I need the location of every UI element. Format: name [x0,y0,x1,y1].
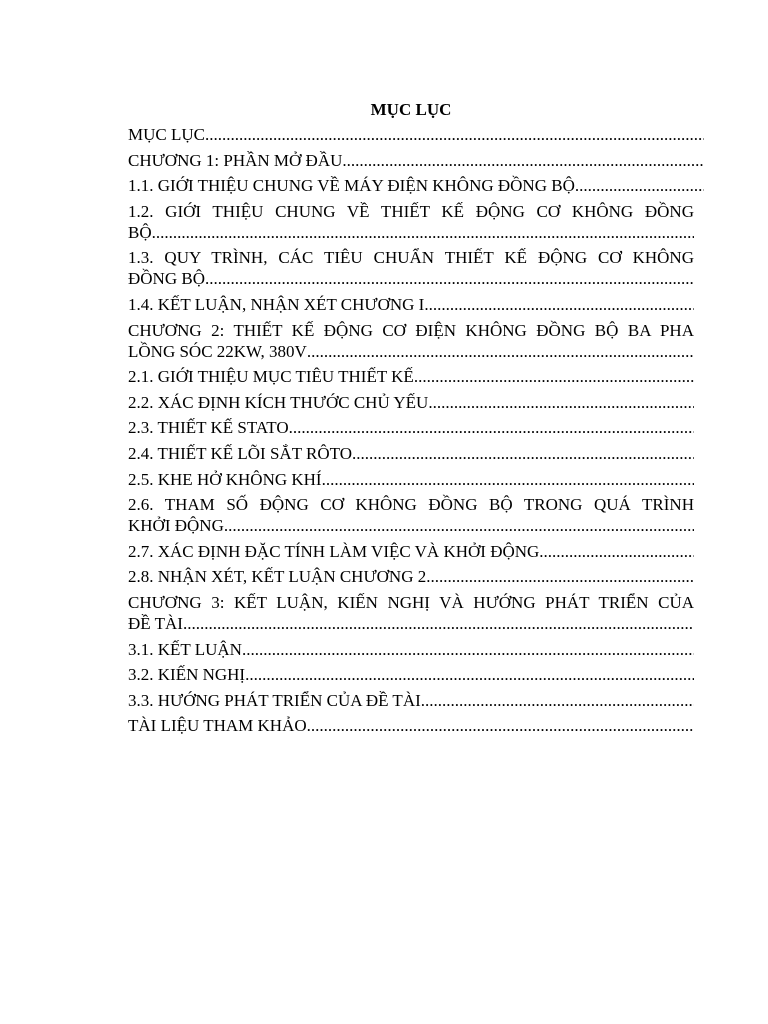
toc-entry-text-line1: 1.3. QUY TRÌNH, CÁC TIÊU CHUẨN THIẾT KẾ ĐỘNG CƠ KHÔNG [128,248,694,268]
toc-entry-row [128,541,694,562]
dot-leader [322,469,694,490]
toc-entry-text-line1: 1.2. GIỚI THIỆU CHUNG VỀ THIẾT KẾ ĐỘNG CƠ KHÔNG ĐỒNG [128,201,694,221]
dot-leader [183,613,694,634]
toc-entry[interactable] [128,247,694,289]
toc-entry-text: ĐỀ TÀI [128,613,183,633]
toc-entry-row [128,268,694,289]
toc-entry-text: 2.7. XÁC ĐỊNH ĐẶC TÍNH LÀM VIỆC VÀ KHỞI ĐỘNG [128,541,540,561]
toc-entry-text: TÀI LIỆU THAM KHẢO [128,716,307,736]
toc-entry-row [128,417,694,438]
toc-entry[interactable] [128,294,694,315]
toc-entry-text: CHƯƠNG 1: PHẦN MỞ ĐẦU [128,150,343,170]
toc-entry-text: 2.5. KHE HỞ KHÔNG KHÍ [128,469,322,489]
toc-entry-row [128,150,704,171]
toc-entry-text: 3.1. KẾT LUẬN [128,639,242,659]
toc-entry-row [128,664,694,685]
dot-leader [205,124,704,145]
toc-entry-text: ĐỒNG BỘ [128,269,205,289]
dot-leader [205,268,694,289]
dot-leader [352,443,694,464]
toc-entry-row [128,566,694,587]
toc-entry[interactable] [128,150,704,171]
toc-entry-text: 2.2. XÁC ĐỊNH KÍCH THƯỚC CHỦ YẾU [128,392,429,412]
toc-entry-text-line1: CHƯƠNG 2: THIẾT KẾ ĐỘNG CƠ ĐIỆN KHÔNG ĐỒNG BỘ BA PHA [128,320,694,340]
dot-leader [414,366,694,387]
toc-entry-text-line1: 2.6. THAM SỐ ĐỘNG CƠ KHÔNG ĐỒNG BỘ TRONG QUÁ TRÌNH [128,495,694,515]
dot-leader [245,664,694,685]
toc-entry[interactable] [128,541,694,562]
toc-entry-row [128,366,694,387]
toc-entry-row [128,294,694,315]
toc-entry-text: 1.1. GIỚI THIỆU CHUNG VỀ MÁY ĐIỆN KHÔNG ĐỒNG BỘ [128,176,575,196]
toc-entry[interactable] [128,592,694,634]
dot-leader [421,690,694,711]
toc-entry[interactable] [128,566,694,587]
dot-leader [428,392,694,413]
toc-entry[interactable] [128,124,704,145]
toc-entry-text: 2.8. NHẬN XÉT, KẾT LUẬN CHƯƠNG 2 [128,567,427,587]
toc-entry-row [128,715,694,736]
toc-entry[interactable] [128,639,694,660]
toc-entry-text-line1: CHƯƠNG 3: KẾT LUẬN, KIẾN NGHỊ VÀ HƯỚNG PHÁT TRIỂN CỦA [128,592,694,612]
toc-entry-text: 3.3. HƯỚNG PHÁT TRIỂN CỦA ĐỀ TÀI [128,690,421,710]
toc-entry-row [128,515,694,536]
toc-entry-text: 2.1. GIỚI THIỆU MỤC TIÊU THIẾT KẾ [128,367,414,387]
toc-heading: MỤC LỤC [370,100,452,119]
dot-leader [424,294,694,315]
toc-entry-row [128,469,694,490]
toc-entry[interactable] [128,715,694,736]
toc-entry-row [128,392,694,413]
document-page [128,98,694,741]
toc-entry-text: MỤC LỤC [128,125,205,144]
toc-entry[interactable] [128,469,694,490]
dot-leader [539,541,694,562]
toc-entry-row [128,690,694,711]
toc-entry-text: 2.4. THIẾT KẾ LÕI SẮT RÔTO [128,443,352,463]
toc-entry-row [128,124,704,145]
dot-leader [224,515,694,536]
toc-entry[interactable] [128,443,694,464]
dot-leader [307,341,694,362]
dot-leader [242,639,694,660]
toc-entry[interactable] [128,320,694,362]
toc-entry-row [128,639,694,660]
toc-entry-text: KHỞI ĐỘNG [128,516,224,536]
toc-entry-text: BỘ [128,222,152,242]
dot-leader [152,222,694,243]
toc-entry-row [128,222,694,243]
toc-entry-row [128,443,694,464]
toc-entry[interactable] [128,201,694,243]
dot-leader [307,715,694,736]
toc-entry[interactable] [128,366,694,387]
dot-leader [575,175,704,196]
toc-entry-text: LỒNG SÓC 22KW, 380V [128,341,307,361]
toc-entry[interactable] [128,494,694,536]
dot-leader [289,417,694,438]
toc-entry-row [128,341,694,362]
dot-leader [426,566,694,587]
toc-entry[interactable] [128,664,694,685]
toc-entry-text: 1.4. KẾT LUẬN, NHẬN XÉT CHƯƠNG I [128,294,425,314]
toc-entry-row [128,175,704,196]
toc-entry-row [128,613,694,634]
toc-entry[interactable] [128,175,704,196]
toc-entry-text: 3.2. KIẾN NGHỊ [128,665,246,685]
dot-leader [342,150,704,171]
toc-entry[interactable] [128,690,694,711]
toc-entry[interactable] [128,417,694,438]
toc-entry-text: 2.3. THIẾT KẾ STATO [128,418,289,438]
toc-entry[interactable] [128,392,694,413]
toc-list [128,124,694,736]
